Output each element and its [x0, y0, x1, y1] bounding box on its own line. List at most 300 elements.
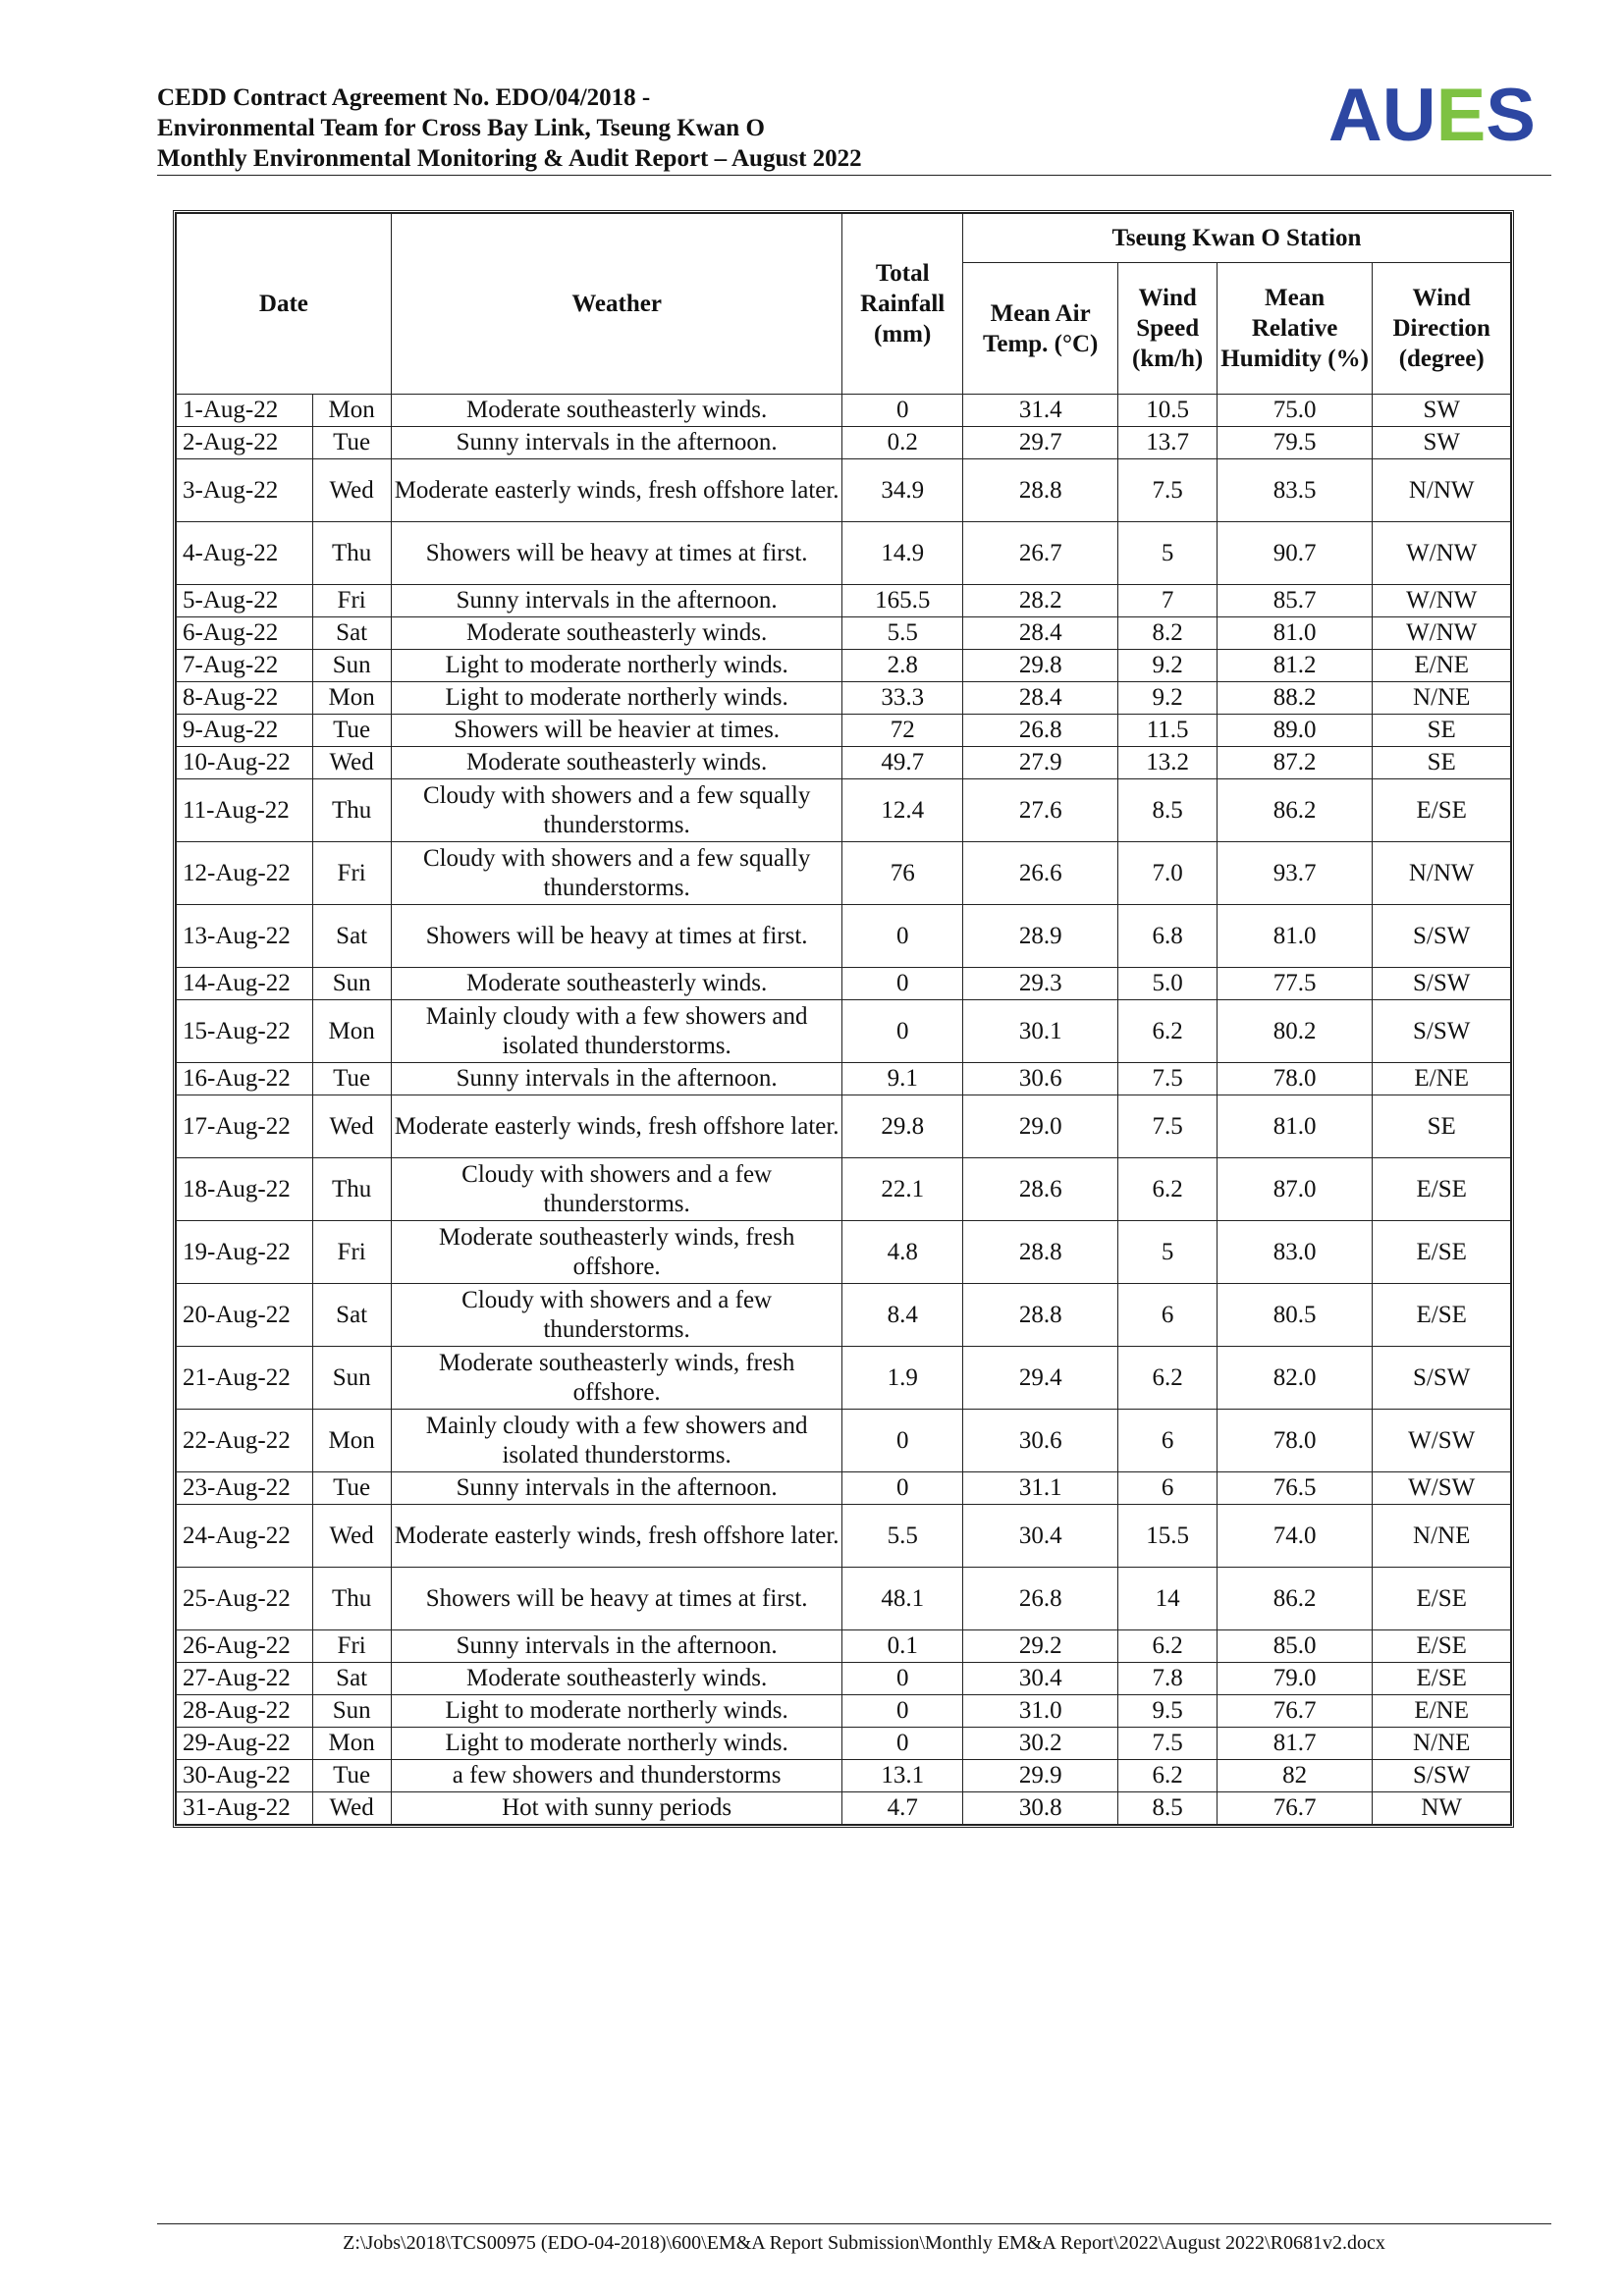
rainfall-cell: 5.5 — [842, 1505, 962, 1568]
wind-speed-cell: 6.2 — [1118, 1347, 1217, 1410]
date-cell: 6-Aug-22 — [177, 617, 313, 650]
weather-table-frame — [173, 210, 1514, 1828]
humidity-cell: 76.5 — [1217, 1472, 1373, 1505]
day-cell: Sun — [312, 1347, 391, 1410]
day-cell: Wed — [312, 747, 391, 779]
rainfall-cell: 0 — [842, 968, 962, 1000]
humidity-cell: 85.7 — [1217, 585, 1373, 617]
date-cell: 16-Aug-22 — [177, 1063, 313, 1095]
date-cell: 29-Aug-22 — [177, 1728, 313, 1760]
wind-direction-cell: E/SE — [1373, 1284, 1511, 1347]
humidity-cell: 78.0 — [1217, 1063, 1373, 1095]
header-divider — [157, 175, 1551, 176]
wind-speed-cell: 10.5 — [1118, 395, 1217, 427]
date-cell: 23-Aug-22 — [177, 1472, 313, 1505]
day-cell: Sat — [312, 1284, 391, 1347]
contract-line: CEDD Contract Agreement No. EDO/04/2018 - — [157, 84, 651, 111]
wind-speed-cell: 7 — [1118, 585, 1217, 617]
temp-cell: 31.4 — [962, 395, 1118, 427]
wind-direction-cell: SE — [1373, 715, 1511, 747]
temp-cell: 28.4 — [962, 617, 1118, 650]
table-row — [177, 1284, 1511, 1347]
day-cell: Tue — [312, 1063, 391, 1095]
wind-direction-cell: SW — [1373, 395, 1511, 427]
weather-cell: Light to moderate northerly winds. — [391, 1695, 842, 1728]
rainfall-cell: 0 — [842, 395, 962, 427]
table-row — [177, 779, 1511, 842]
day-cell: Mon — [312, 1000, 391, 1063]
day-cell: Wed — [312, 1505, 391, 1568]
weather-cell: Hot with sunny periods — [391, 1792, 842, 1825]
date-cell: 24-Aug-22 — [177, 1505, 313, 1568]
date-cell: 15-Aug-22 — [177, 1000, 313, 1063]
wind-direction-cell: SE — [1373, 1095, 1511, 1158]
temp-cell: 31.1 — [962, 1472, 1118, 1505]
file-path: Z:\Jobs\2018\TCS00975 (EDO-04-2018)\600\EM&A Report Submission\Monthly EM&A Report\2022\August 2022\R0681v2.docx — [343, 2232, 1385, 2254]
table-body — [177, 395, 1511, 1825]
humidity-cell: 79.0 — [1217, 1663, 1373, 1695]
temp-cell: 26.6 — [962, 842, 1118, 905]
wind-direction-cell: SW — [1373, 427, 1511, 459]
rainfall-cell: 34.9 — [842, 459, 962, 522]
day-cell: Wed — [312, 1095, 391, 1158]
station-header: Tseung Kwan O Station — [962, 214, 1510, 263]
humidity-cell: 81.2 — [1217, 650, 1373, 682]
humidity-cell: 87.0 — [1217, 1158, 1373, 1221]
temp-cell: 30.8 — [962, 1792, 1118, 1825]
table-row — [177, 1695, 1511, 1728]
temp-cell: 26.8 — [962, 1568, 1118, 1630]
rainfall-cell: 1.9 — [842, 1347, 962, 1410]
wind-direction-cell: W/NW — [1373, 617, 1511, 650]
table-row — [177, 427, 1511, 459]
wind-speed-cell: 6.2 — [1118, 1760, 1217, 1792]
day-cell: Mon — [312, 395, 391, 427]
weather-table — [176, 213, 1511, 1825]
wind-speed-cell: 7.8 — [1118, 1663, 1217, 1695]
date-cell: 31-Aug-22 — [177, 1792, 313, 1825]
day-cell: Fri — [312, 1630, 391, 1663]
date-cell: 26-Aug-22 — [177, 1630, 313, 1663]
date-cell: 10-Aug-22 — [177, 747, 313, 779]
date-cell: 18-Aug-22 — [177, 1158, 313, 1221]
table-row — [177, 1663, 1511, 1695]
date-cell: 5-Aug-22 — [177, 585, 313, 617]
table-row — [177, 715, 1511, 747]
rainfall-cell: 5.5 — [842, 617, 962, 650]
wind-direction-cell: W/NW — [1373, 585, 1511, 617]
rainfall-cell: 76 — [842, 842, 962, 905]
wind-direction-cell: E/NE — [1373, 1063, 1511, 1095]
wind-speed-cell: 7.5 — [1118, 459, 1217, 522]
wind-speed-cell: 6 — [1118, 1284, 1217, 1347]
weather-cell: Moderate southeasterly winds. — [391, 747, 842, 779]
humidity-cell: 75.0 — [1217, 395, 1373, 427]
temp-cell: 29.7 — [962, 427, 1118, 459]
temp-cell: 30.6 — [962, 1410, 1118, 1472]
rainfall-cell: 29.8 — [842, 1095, 962, 1158]
day-cell: Fri — [312, 842, 391, 905]
rainfall-header: Total Rainfall (mm) — [842, 214, 962, 395]
wind-speed-cell: 7.0 — [1118, 842, 1217, 905]
day-cell: Fri — [312, 585, 391, 617]
weather-cell: Showers will be heavy at times at first. — [391, 1568, 842, 1630]
rainfall-cell: 48.1 — [842, 1568, 962, 1630]
table-row — [177, 1158, 1511, 1221]
rainfall-cell: 0 — [842, 1728, 962, 1760]
humidity-cell: 82.0 — [1217, 1347, 1373, 1410]
wind-direction-cell: S/SW — [1373, 1347, 1511, 1410]
table-row — [177, 905, 1511, 968]
wind-speed-cell: 6 — [1118, 1472, 1217, 1505]
weather-cell: Light to moderate northerly winds. — [391, 650, 842, 682]
weather-cell: Light to moderate northerly winds. — [391, 1728, 842, 1760]
weather-cell: Sunny intervals in the afternoon. — [391, 1472, 842, 1505]
humidity-cell: 87.2 — [1217, 747, 1373, 779]
weather-cell: Cloudy with showers and a few squally thunderstorms. — [391, 842, 842, 905]
table-row — [177, 1000, 1511, 1063]
temp-cell: 30.4 — [962, 1505, 1118, 1568]
rainfall-cell: 33.3 — [842, 682, 962, 715]
weather-cell: Moderate southeasterly winds. — [391, 617, 842, 650]
table-row — [177, 1728, 1511, 1760]
humidity-cell: 83.5 — [1217, 459, 1373, 522]
aues-logo: AUES — [1327, 74, 1536, 157]
date-cell: 11-Aug-22 — [177, 779, 313, 842]
rainfall-cell: 12.4 — [842, 779, 962, 842]
date-cell: 14-Aug-22 — [177, 968, 313, 1000]
table-row — [177, 1221, 1511, 1284]
temp-cell: 30.6 — [962, 1063, 1118, 1095]
humidity-cell: 77.5 — [1217, 968, 1373, 1000]
table-row — [177, 968, 1511, 1000]
day-cell: Thu — [312, 1158, 391, 1221]
table-row — [177, 395, 1511, 427]
wind-speed-cell: 8.5 — [1118, 779, 1217, 842]
rainfall-cell: 8.4 — [842, 1284, 962, 1347]
day-cell: Tue — [312, 1760, 391, 1792]
temp-cell: 29.2 — [962, 1630, 1118, 1663]
wind-direction-cell: E/SE — [1373, 1158, 1511, 1221]
day-cell: Sun — [312, 1695, 391, 1728]
day-cell: Tue — [312, 715, 391, 747]
wind-direction-cell: NW — [1373, 1792, 1511, 1825]
weather-cell: Showers will be heavy at times at first. — [391, 522, 842, 585]
weather-header: Weather — [391, 214, 842, 395]
rainfall-cell: 13.1 — [842, 1760, 962, 1792]
rainfall-cell: 165.5 — [842, 585, 962, 617]
date-cell: 30-Aug-22 — [177, 1760, 313, 1792]
weather-cell: Sunny intervals in the afternoon. — [391, 427, 842, 459]
wind-direction-cell: S/SW — [1373, 1000, 1511, 1063]
date-cell: 20-Aug-22 — [177, 1284, 313, 1347]
wind-direction-cell: W/SW — [1373, 1472, 1511, 1505]
temp-header: Mean Air Temp. (°C) — [962, 263, 1118, 395]
date-cell: 9-Aug-22 — [177, 715, 313, 747]
humidity-cell: 88.2 — [1217, 682, 1373, 715]
humidity-cell: 80.2 — [1217, 1000, 1373, 1063]
wind-direction-cell: SE — [1373, 747, 1511, 779]
weather-cell: a few showers and thunderstorms — [391, 1760, 842, 1792]
day-cell: Tue — [312, 427, 391, 459]
rainfall-cell: 0 — [842, 1695, 962, 1728]
wind-direction-cell: W/SW — [1373, 1410, 1511, 1472]
weather-cell: Sunny intervals in the afternoon. — [391, 1630, 842, 1663]
rainfall-cell: 9.1 — [842, 1063, 962, 1095]
page-footer — [157, 2223, 1551, 2255]
humidity-cell: 89.0 — [1217, 715, 1373, 747]
temp-cell: 31.0 — [962, 1695, 1118, 1728]
date-cell: 3-Aug-22 — [177, 459, 313, 522]
table-row — [177, 1505, 1511, 1568]
table-row — [177, 1630, 1511, 1663]
table-row — [177, 522, 1511, 585]
header-text — [157, 82, 862, 174]
weather-cell: Light to moderate northerly winds. — [391, 682, 842, 715]
table-row — [177, 1472, 1511, 1505]
wind-direction-cell: N/NE — [1373, 682, 1511, 715]
footer-divider — [157, 2223, 1551, 2224]
wind-speed-header: Wind Speed (km/h) — [1118, 263, 1217, 395]
date-cell: 4-Aug-22 — [177, 522, 313, 585]
weather-cell: Cloudy with showers and a few thunderstorms. — [391, 1284, 842, 1347]
wind-direction-cell: W/NW — [1373, 522, 1511, 585]
wind-direction-cell: S/SW — [1373, 1760, 1511, 1792]
date-header: Date — [177, 214, 392, 395]
day-cell: Sat — [312, 617, 391, 650]
humidity-cell: 79.5 — [1217, 427, 1373, 459]
day-cell: Tue — [312, 1472, 391, 1505]
rainfall-cell: 0 — [842, 1663, 962, 1695]
wind-speed-cell: 15.5 — [1118, 1505, 1217, 1568]
humidity-cell: 93.7 — [1217, 842, 1373, 905]
temp-cell: 28.4 — [962, 682, 1118, 715]
temp-cell: 30.4 — [962, 1663, 1118, 1695]
wind-direction-cell: E/NE — [1373, 650, 1511, 682]
humidity-cell: 76.7 — [1217, 1695, 1373, 1728]
table-row — [177, 1095, 1511, 1158]
day-cell: Wed — [312, 459, 391, 522]
temp-cell: 29.8 — [962, 650, 1118, 682]
temp-cell: 28.9 — [962, 905, 1118, 968]
date-cell: 27-Aug-22 — [177, 1663, 313, 1695]
table-row — [177, 1760, 1511, 1792]
day-cell: Sun — [312, 650, 391, 682]
humidity-cell: 81.0 — [1217, 1095, 1373, 1158]
table-row — [177, 1063, 1511, 1095]
wind-speed-cell: 6 — [1118, 1410, 1217, 1472]
wind-direction-cell: E/SE — [1373, 1630, 1511, 1663]
temp-cell: 26.7 — [962, 522, 1118, 585]
rainfall-cell: 22.1 — [842, 1158, 962, 1221]
wind-speed-cell: 5 — [1118, 1221, 1217, 1284]
wind-speed-cell: 5.0 — [1118, 968, 1217, 1000]
day-cell: Sat — [312, 905, 391, 968]
wind-direction-cell: E/SE — [1373, 779, 1511, 842]
table-row — [177, 1347, 1511, 1410]
rainfall-cell: 0.1 — [842, 1630, 962, 1663]
day-cell: Thu — [312, 779, 391, 842]
table-row — [177, 1410, 1511, 1472]
date-cell: 7-Aug-22 — [177, 650, 313, 682]
temp-cell: 29.3 — [962, 968, 1118, 1000]
humidity-cell: 82 — [1217, 1760, 1373, 1792]
temp-cell: 30.2 — [962, 1728, 1118, 1760]
day-cell: Wed — [312, 1792, 391, 1825]
weather-cell: Mainly cloudy with a few showers and isolated thunderstorms. — [391, 1410, 842, 1472]
table-row — [177, 650, 1511, 682]
wind-speed-cell: 9.2 — [1118, 682, 1217, 715]
rainfall-cell: 0 — [842, 905, 962, 968]
temp-cell: 28.8 — [962, 1221, 1118, 1284]
humidity-cell: 85.0 — [1217, 1630, 1373, 1663]
weather-cell: Moderate easterly winds, fresh offshore later. — [391, 1505, 842, 1568]
table-row — [177, 682, 1511, 715]
date-cell: 22-Aug-22 — [177, 1410, 313, 1472]
date-cell: 1-Aug-22 — [177, 395, 313, 427]
weather-cell: Moderate southeasterly winds. — [391, 395, 842, 427]
rainfall-cell: 4.8 — [842, 1221, 962, 1284]
day-cell: Fri — [312, 1221, 391, 1284]
table-row — [177, 1792, 1511, 1825]
weather-cell: Moderate southeasterly winds, fresh offshore. — [391, 1347, 842, 1410]
wind-direction-cell: S/SW — [1373, 905, 1511, 968]
day-cell: Thu — [312, 1568, 391, 1630]
temp-cell: 27.9 — [962, 747, 1118, 779]
wind-speed-cell: 6.2 — [1118, 1630, 1217, 1663]
date-cell: 13-Aug-22 — [177, 905, 313, 968]
humidity-cell: 86.2 — [1217, 779, 1373, 842]
wind-speed-cell: 14 — [1118, 1568, 1217, 1630]
date-cell: 8-Aug-22 — [177, 682, 313, 715]
day-cell: Mon — [312, 682, 391, 715]
temp-cell: 28.8 — [962, 1284, 1118, 1347]
wind-speed-cell: 7.5 — [1118, 1063, 1217, 1095]
rainfall-cell: 0.2 — [842, 427, 962, 459]
table-row — [177, 842, 1511, 905]
humidity-cell: 83.0 — [1217, 1221, 1373, 1284]
weather-cell: Mainly cloudy with a few showers and isolated thunderstorms. — [391, 1000, 842, 1063]
wind-direction-cell: N/NW — [1373, 842, 1511, 905]
temp-cell: 28.8 — [962, 459, 1118, 522]
weather-cell: Sunny intervals in the afternoon. — [391, 585, 842, 617]
rainfall-cell: 0 — [842, 1472, 962, 1505]
temp-cell: 29.4 — [962, 1347, 1118, 1410]
temp-cell: 30.1 — [962, 1000, 1118, 1063]
rainfall-cell: 72 — [842, 715, 962, 747]
rainfall-cell: 0 — [842, 1410, 962, 1472]
temp-cell: 29.9 — [962, 1760, 1118, 1792]
wind-speed-cell: 9.2 — [1118, 650, 1217, 682]
wind-speed-cell: 5 — [1118, 522, 1217, 585]
wind-speed-cell: 11.5 — [1118, 715, 1217, 747]
date-cell: 19-Aug-22 — [177, 1221, 313, 1284]
humidity-cell: 80.5 — [1217, 1284, 1373, 1347]
table-row — [177, 459, 1511, 522]
temp-cell: 26.8 — [962, 715, 1118, 747]
project-line: Environmental Team for Cross Bay Link, Tseung Kwan O — [157, 115, 765, 141]
day-cell: Sat — [312, 1663, 391, 1695]
date-cell: 12-Aug-22 — [177, 842, 313, 905]
wind-direction-cell: N/NE — [1373, 1728, 1511, 1760]
day-cell: Mon — [312, 1410, 391, 1472]
date-cell: 2-Aug-22 — [177, 427, 313, 459]
temp-cell: 27.6 — [962, 779, 1118, 842]
weather-cell: Showers will be heavy at times at first. — [391, 905, 842, 968]
wind-speed-cell: 13.2 — [1118, 747, 1217, 779]
wind-speed-cell: 9.5 — [1118, 1695, 1217, 1728]
weather-cell: Moderate easterly winds, fresh offshore later. — [391, 459, 842, 522]
humidity-cell: 81.7 — [1217, 1728, 1373, 1760]
wind-speed-cell: 6.8 — [1118, 905, 1217, 968]
wind-direction-cell: N/NW — [1373, 459, 1511, 522]
wind-speed-cell: 7.5 — [1118, 1095, 1217, 1158]
date-cell: 17-Aug-22 — [177, 1095, 313, 1158]
temp-cell: 28.2 — [962, 585, 1118, 617]
date-cell: 28-Aug-22 — [177, 1695, 313, 1728]
table-row — [177, 585, 1511, 617]
wind-direction-cell: E/SE — [1373, 1663, 1511, 1695]
wind-speed-cell: 6.2 — [1118, 1000, 1217, 1063]
day-cell: Sun — [312, 968, 391, 1000]
weather-cell: Moderate southeasterly winds. — [391, 968, 842, 1000]
weather-cell: Moderate southeasterly winds, fresh offshore. — [391, 1221, 842, 1284]
wind-speed-cell: 8.2 — [1118, 617, 1217, 650]
wind-speed-cell: 6.2 — [1118, 1158, 1217, 1221]
weather-cell: Sunny intervals in the afternoon. — [391, 1063, 842, 1095]
weather-cell: Moderate southeasterly winds. — [391, 1663, 842, 1695]
wind-direction-cell: E/SE — [1373, 1568, 1511, 1630]
table-row — [177, 617, 1511, 650]
weather-cell: Cloudy with showers and a few squally thunderstorms. — [391, 779, 842, 842]
rainfall-cell: 0 — [842, 1000, 962, 1063]
table-row — [177, 1568, 1511, 1630]
humidity-cell: 78.0 — [1217, 1410, 1373, 1472]
humidity-cell: 74.0 — [1217, 1505, 1373, 1568]
wind-direction-header: Wind Direction (degree) — [1373, 263, 1511, 395]
day-cell: Mon — [312, 1728, 391, 1760]
report-title: Monthly Environmental Monitoring & Audit Report – August 2022 — [157, 145, 862, 172]
wind-direction-cell: S/SW — [1373, 968, 1511, 1000]
rainfall-cell: 49.7 — [842, 747, 962, 779]
wind-speed-cell: 8.5 — [1118, 1792, 1217, 1825]
humidity-cell: 81.0 — [1217, 905, 1373, 968]
day-cell: Thu — [312, 522, 391, 585]
wind-direction-cell: E/NE — [1373, 1695, 1511, 1728]
wind-direction-cell: E/SE — [1373, 1221, 1511, 1284]
date-cell: 21-Aug-22 — [177, 1347, 313, 1410]
wind-direction-cell: N/NE — [1373, 1505, 1511, 1568]
humidity-cell: 90.7 — [1217, 522, 1373, 585]
temp-cell: 28.6 — [962, 1158, 1118, 1221]
wind-speed-cell: 13.7 — [1118, 427, 1217, 459]
table-row — [177, 747, 1511, 779]
humidity-cell: 76.7 — [1217, 1792, 1373, 1825]
weather-cell: Showers will be heavier at times. — [391, 715, 842, 747]
weather-cell: Moderate easterly winds, fresh offshore later. — [391, 1095, 842, 1158]
humidity-cell: 81.0 — [1217, 617, 1373, 650]
date-cell: 25-Aug-22 — [177, 1568, 313, 1630]
temp-cell: 29.0 — [962, 1095, 1118, 1158]
rainfall-cell: 4.7 — [842, 1792, 962, 1825]
humidity-header: Mean Relative Humidity (%) — [1217, 263, 1373, 395]
rainfall-cell: 2.8 — [842, 650, 962, 682]
weather-cell: Cloudy with showers and a few thunderstorms. — [391, 1158, 842, 1221]
rainfall-cell: 14.9 — [842, 522, 962, 585]
humidity-cell: 86.2 — [1217, 1568, 1373, 1630]
wind-speed-cell: 7.5 — [1118, 1728, 1217, 1760]
page-header — [157, 74, 1551, 177]
